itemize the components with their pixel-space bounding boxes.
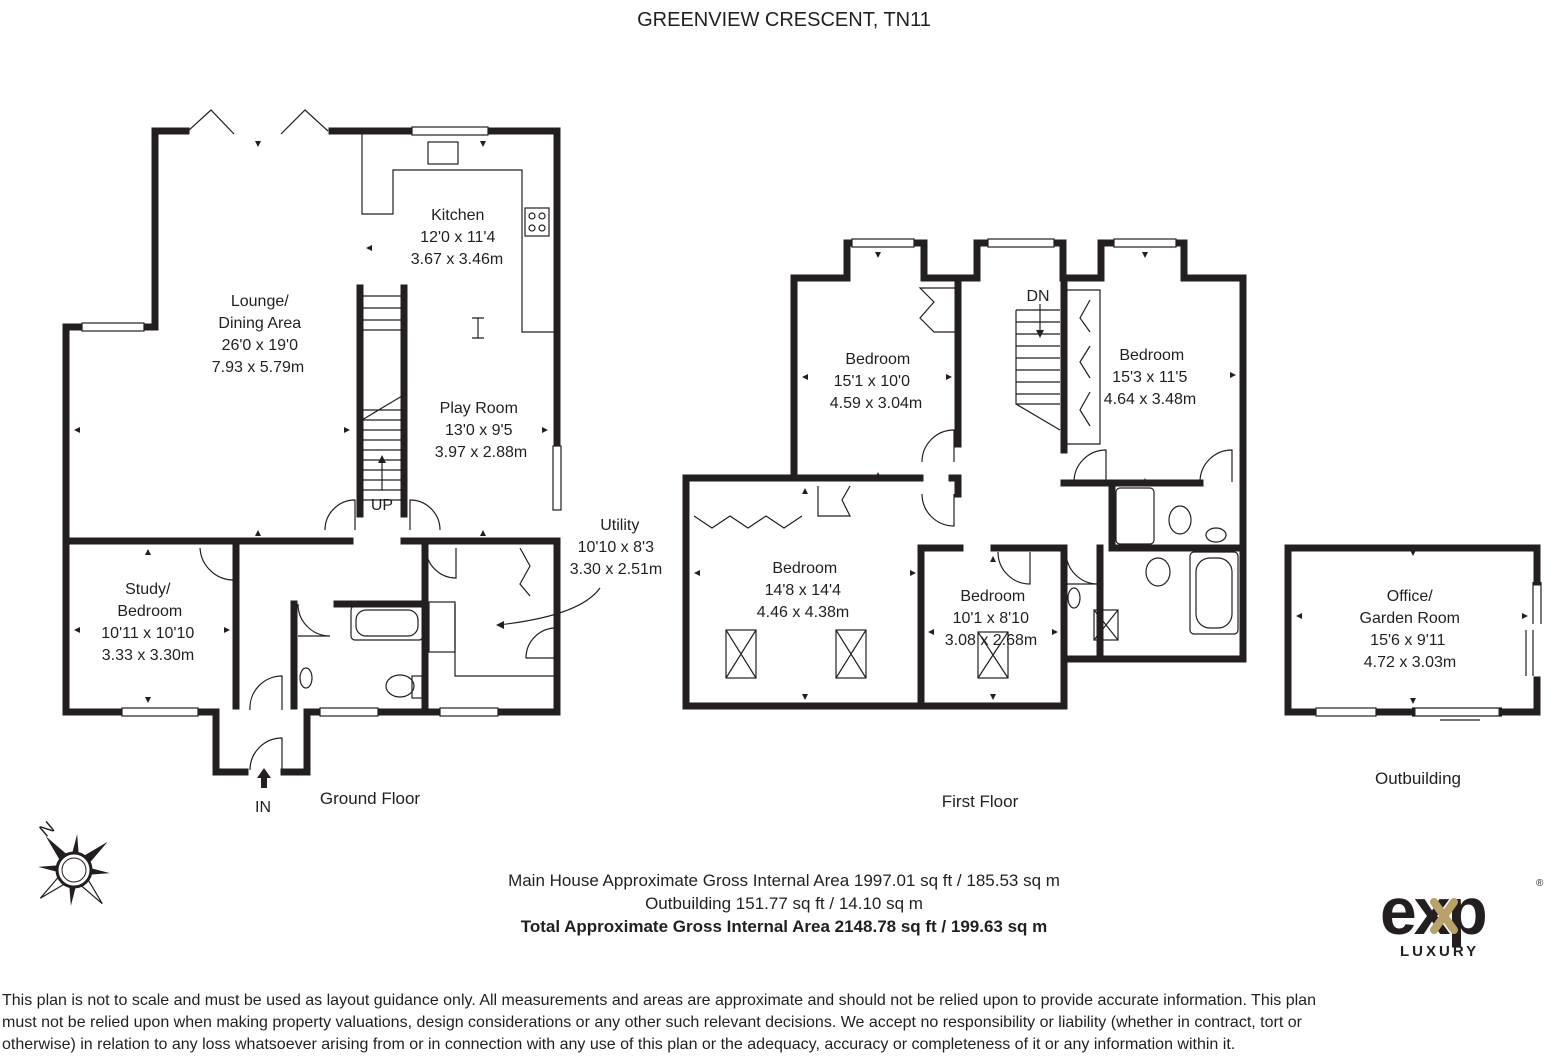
utility-side-door xyxy=(526,628,556,658)
svg-text:®: ® xyxy=(1536,878,1544,889)
study-label: Study/ Bedroom 10'11 x 10'10 3.33 x 3.30m xyxy=(101,581,195,664)
bedroom4-door xyxy=(998,552,1030,584)
outbuilding-sliding-door xyxy=(1412,708,1502,720)
bedroom2-window xyxy=(1114,239,1176,247)
compass-icon xyxy=(2,798,145,941)
plan-title: GREENVIEW CRESCENT, TN11 xyxy=(637,9,931,31)
utility-callout xyxy=(498,588,600,625)
bathroom-basin-icon xyxy=(1068,588,1080,608)
ground-stairs xyxy=(362,296,402,500)
bedroom1-wardrobe xyxy=(920,288,958,332)
basin-icon xyxy=(300,668,312,688)
ensuite-toilet-icon xyxy=(1169,506,1191,534)
shower-icon xyxy=(1116,488,1154,544)
entrance-arrow xyxy=(257,768,271,778)
disclaimer-line: This plan is not to scale and must be used as layout guidance only. All measurements and areas are approximate and should not be relied upon to provide accurate information. This plan xyxy=(2,992,1316,1009)
main-house-area: Main House Approximate Gross Internal Area 1997.01 sq ft / 185.53 sq m xyxy=(508,871,1060,890)
ground-floor-label: Ground Floor xyxy=(319,789,421,808)
lounge-label: Lounge/ Dining Area 26'0 x 19'0 7.93 x 5.79m xyxy=(211,293,305,376)
bathroom-toilet-icon xyxy=(1146,558,1170,586)
first-floor-stairs xyxy=(1016,304,1060,430)
bath-first-icon xyxy=(1190,552,1238,634)
svg-text:exp: exp xyxy=(1380,874,1485,948)
svg-text:LUXURY: LUXURY xyxy=(1400,943,1480,960)
disclaimer-line: otherwise) in relation to any loss whatsoever arising from or in connection with any use of this plan or the adequacy, accuracy or completeness of it or any information within it. xyxy=(2,1036,1236,1053)
outbuilding-window xyxy=(1316,708,1376,716)
front-door xyxy=(250,738,282,770)
outbuilding-label: Outbuilding xyxy=(1374,769,1462,788)
kitchen-window xyxy=(412,127,488,135)
disclaimer-line: must not be relied upon when making property valuations, design considerations or any other such relevant decisions. We accept no responsibility or liability (whether in contract, tort or xyxy=(2,1014,1302,1031)
outbuilding-side-doors xyxy=(1526,582,1541,676)
bathroom-door xyxy=(1066,552,1098,584)
hob-icon xyxy=(525,208,549,236)
first-floor-label: First Floor xyxy=(941,792,1019,811)
office-label: Office/ Garden Room 15'6 x 9'11 4.72 x 3.03m xyxy=(1359,588,1461,671)
disclaimer xyxy=(2,990,1568,1056)
wc-door xyxy=(298,604,330,636)
bifold-doors xyxy=(188,110,328,134)
study-door xyxy=(200,548,234,580)
bedroom1-label: Bedroom 15'1 x 10'0 4.59 x 3.04m xyxy=(829,351,923,412)
utility-sink-icon xyxy=(429,602,455,652)
stairs-up-label: UP xyxy=(370,497,394,514)
kitchen-sink-icon xyxy=(428,142,458,164)
bedroom1-window xyxy=(852,239,914,247)
bedroom2-door xyxy=(1074,450,1106,482)
utility-label: Utility 10'10 x 8'3 3.30 x 2.51m xyxy=(569,517,663,578)
utility-door xyxy=(426,548,456,578)
bedroom2-wardrobe xyxy=(1066,290,1100,444)
ensuite-door xyxy=(1200,450,1232,482)
bedroom3-door xyxy=(922,494,954,526)
wc-window xyxy=(320,708,378,716)
stairs-down-label: DN xyxy=(1026,288,1050,305)
kitchen-label: Kitchen 12'0 x 11'4 3.67 x 3.46m xyxy=(410,207,504,268)
landing-window xyxy=(988,239,1054,247)
bedroom3-wardrobe xyxy=(694,486,850,528)
outbuilding-outer-wall xyxy=(1288,548,1537,712)
north-label: N xyxy=(35,817,59,841)
outbuilding-area: Outbuilding 151.77 sq ft / 14.10 sq m xyxy=(645,894,923,913)
bedroom2-label: Bedroom 15'3 x 11'5 4.64 x 3.48m xyxy=(1103,347,1197,408)
utility-window xyxy=(440,708,498,716)
study-window xyxy=(122,708,198,716)
bedroom1-door xyxy=(922,430,954,462)
playroom-label: Play Room 13'0 x 9'5 3.97 x 2.88m xyxy=(434,400,528,461)
total-area: Total Approximate Gross Internal Area 2148.78 sq ft / 199.63 sq m xyxy=(520,917,1048,936)
lounge-window xyxy=(82,323,144,331)
bedroom4-walls xyxy=(921,548,1064,706)
ground-floor-labels xyxy=(101,207,662,816)
toilet-icon xyxy=(386,675,414,697)
entrance-label: IN xyxy=(255,799,271,816)
porch-door xyxy=(250,676,282,710)
exp-luxury-logo xyxy=(1378,872,1548,962)
utility-worktop xyxy=(455,604,557,676)
utility-cupboard xyxy=(520,548,530,596)
outbuilding-labels xyxy=(1360,588,1465,788)
ensuite-basin-icon xyxy=(1206,528,1226,542)
playroom-window xyxy=(553,446,561,510)
bedroom4-label: Bedroom 10'1 x 8'10 3.08 x 2.68m xyxy=(944,588,1038,649)
bedroom3-label: Bedroom 14'8 x 14'4 4.46 x 4.38m xyxy=(756,560,850,621)
